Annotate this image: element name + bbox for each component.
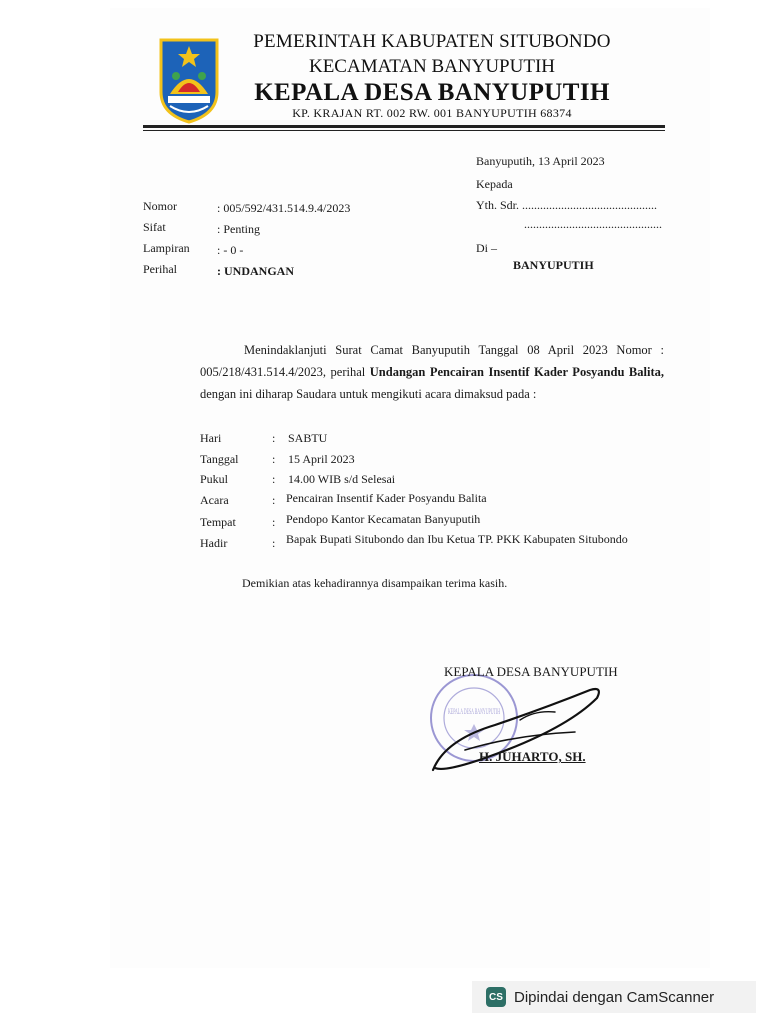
signatory-name: H. JUHARTO, SH. <box>479 749 586 764</box>
letterhead-divider-thick <box>143 125 665 128</box>
meta-value: : 005/592/431.514.9.4/2023 <box>217 201 351 215</box>
agenda-label: Hari <box>200 431 222 445</box>
closing-text: Demikian atas kehadirannya disampaikan terima kasih. <box>242 576 508 590</box>
agenda-colon: : <box>272 536 276 550</box>
meta-label: Perihal <box>143 262 177 276</box>
scanned-page <box>110 8 710 968</box>
recipient-yth: Yth. Sdr. ............................................. <box>476 198 658 212</box>
signatory-title: KEPALA DESA BANYUPUTIH <box>444 664 618 679</box>
agenda-colon: : <box>272 515 276 529</box>
agenda-label: Pukul <box>200 472 229 486</box>
letterhead-regency: PEMERINTAH KABUPATEN SITUBONDO <box>253 31 611 52</box>
meta-value: : UNDANGAN <box>217 264 294 278</box>
place-date: Banyuputih, 13 April 2023 <box>476 154 605 168</box>
letter-body <box>200 339 664 405</box>
agenda-value: Pendopo Kantor Kecamatan Banyuputih <box>286 512 481 526</box>
recipient-yth-line2: .............................................. <box>524 217 662 231</box>
letterhead-address: KP. KRAJAN RT. 002 RW. 001 BANYUPUTIH 68374 <box>292 106 572 120</box>
agenda-label: Tempat <box>200 515 236 529</box>
agenda-value: 15 April 2023 <box>288 452 355 466</box>
agenda-label: Hadir <box>200 536 228 550</box>
meta-label: Lampiran <box>143 241 190 255</box>
meta-label: Nomor <box>143 199 177 213</box>
body-line <box>200 361 664 383</box>
situbondo-regency-emblem-icon <box>156 34 222 124</box>
recipient-location: BANYUPUTIH <box>513 258 594 272</box>
agenda-colon: : <box>272 472 276 486</box>
camscanner-icon: CS <box>486 987 506 1007</box>
meta-value: : - 0 - <box>217 243 244 257</box>
agenda-value: 14.00 WIB s/d Selesai <box>288 472 396 486</box>
handwritten-signature-icon <box>425 680 625 780</box>
camscanner-watermark <box>472 981 756 1013</box>
recipient-di: Di – <box>476 241 497 255</box>
agenda-colon: : <box>272 493 276 507</box>
meta-label: Sifat <box>143 220 166 234</box>
meta-value: : Penting <box>217 222 261 236</box>
camscanner-text: Dipindai dengan CamScanner <box>514 988 715 1006</box>
agenda-label: Tanggal <box>200 452 239 466</box>
body-line: Menindaklanjuti Surat Camat Banyuputih Tanggal 08 April 2023 Nomor : <box>244 343 664 357</box>
body-line: dengan ini diharap Saudara untuk mengikuti acara dimaksud pada : <box>200 387 537 401</box>
body-subject: Undangan Pencairan Insentif Kader Posyandu Balita, <box>369 365 664 379</box>
recipient-kepada: Kepada <box>476 177 513 191</box>
letterhead-divider-thin <box>143 130 665 131</box>
agenda-label: Acara <box>200 493 229 507</box>
agenda-value: Bapak Bupati Situbondo dan Ibu Ketua TP. PKK Kabupaten Situbondo <box>286 532 628 546</box>
agenda-value: Pencairan Insentif Kader Posyandu Balita <box>286 491 487 505</box>
agenda-value: SABTU <box>288 431 328 445</box>
agenda-colon: : <box>272 452 276 466</box>
letterhead-office: KEPALA DESA BANYUPUTIH <box>254 79 610 106</box>
agenda-colon: : <box>272 431 276 445</box>
letterhead-district: KECAMATAN BANYUPUTIH <box>308 56 555 77</box>
stamp-text: KEPALA DESA BANYUPUTIH <box>448 707 501 716</box>
body-ref: 005/218/431.514.4/2023, perihal <box>200 365 370 379</box>
